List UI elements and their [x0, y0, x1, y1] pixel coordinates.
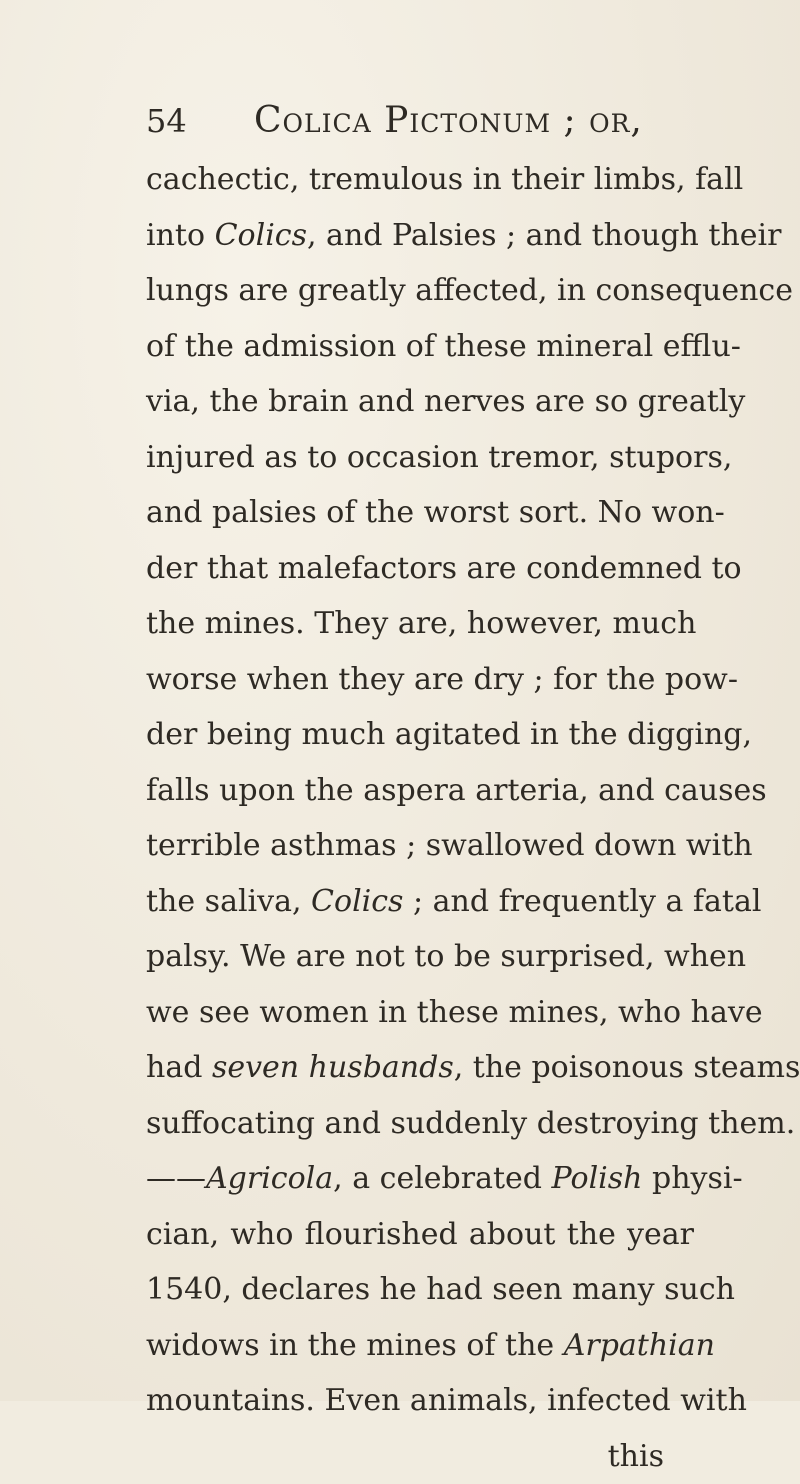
- text-segment: worse when they are dry ; for the pow-: [146, 662, 738, 697]
- text-line: [146, 541, 694, 597]
- text-line: [146, 208, 694, 264]
- text-segment: cachectic, tremulous in their limbs, fall: [146, 162, 743, 197]
- text-segment: the mines. They are, however, much: [146, 606, 696, 641]
- text-line: [146, 485, 694, 541]
- text-line: [146, 1207, 694, 1263]
- text-line: [146, 1096, 694, 1152]
- text-line: [146, 985, 694, 1041]
- italic-segment: Colics: [311, 884, 403, 919]
- italic-segment: seven husbands: [212, 1050, 454, 1085]
- text-line: [146, 874, 694, 930]
- text-line: [146, 152, 694, 208]
- text-segment: ; and frequently a fatal: [403, 884, 761, 919]
- text-segment: physi-: [642, 1161, 742, 1196]
- text-segment: suffocating and suddenly destroying them.: [146, 1106, 795, 1141]
- text-segment: , a celebrated: [333, 1161, 551, 1196]
- text-segment: terrible asthmas ; swallowed down with: [146, 828, 753, 863]
- text-segment: widows in the mines of the: [146, 1328, 564, 1363]
- text-line: [146, 430, 694, 486]
- text-line: [146, 763, 694, 819]
- text-segment: ——: [146, 1161, 206, 1196]
- italic-segment: Agricola: [206, 1161, 333, 1196]
- text-segment: mountains. Even animals, infected with: [146, 1383, 747, 1418]
- running-head: Colica Pictonum ; or,: [254, 100, 643, 141]
- text-line: [146, 929, 694, 985]
- page-number: 54: [146, 102, 187, 140]
- text-line: [146, 263, 694, 319]
- text-segment: of the admission of these mineral efflu-: [146, 329, 741, 364]
- text-line: [146, 596, 694, 652]
- text-line: [146, 1151, 694, 1207]
- text-line: [146, 818, 694, 874]
- text-segment: this: [608, 1439, 664, 1474]
- text-line: [146, 1429, 694, 1484]
- text-line: [146, 1040, 694, 1096]
- body-text: [146, 152, 694, 1484]
- text-segment: injured as to occasion tremor, stupors,: [146, 440, 732, 475]
- text-segment: der that malefactors are condemned to: [146, 551, 742, 586]
- text-segment: into: [146, 218, 215, 253]
- text-line: [146, 652, 694, 708]
- text-line: [146, 1318, 694, 1374]
- text-segment: 1540, declares he had seen many such: [146, 1272, 735, 1307]
- text-segment: der being much agitated in the digging,: [146, 717, 752, 752]
- text-line: [146, 374, 694, 430]
- text-segment: and palsies of the worst sort. No won-: [146, 495, 725, 530]
- text-segment: lungs are greatly affected, in consequence: [146, 273, 793, 308]
- text-segment: the saliva,: [146, 884, 311, 919]
- italic-segment: Polish: [552, 1161, 643, 1196]
- text-segment: cian, who flourished about the year: [146, 1217, 694, 1252]
- text-line: [146, 1262, 694, 1318]
- text-segment: , the poisonous steams: [454, 1050, 800, 1085]
- text-segment: had: [146, 1050, 212, 1085]
- text-segment: palsy. We are not to be surprised, when: [146, 939, 746, 974]
- page-header: [146, 92, 666, 152]
- text-line: [146, 319, 694, 375]
- text-segment: we see women in these mines, who have: [146, 995, 763, 1030]
- text-segment: via, the brain and nerves are so greatly: [146, 384, 745, 419]
- text-line: [146, 707, 694, 763]
- italic-segment: Colics: [215, 218, 307, 253]
- italic-segment: Arpathian: [564, 1328, 715, 1363]
- text-segment: falls upon the aspera arteria, and causes: [146, 773, 767, 808]
- text-segment: , and Palsies ; and though their: [307, 218, 782, 253]
